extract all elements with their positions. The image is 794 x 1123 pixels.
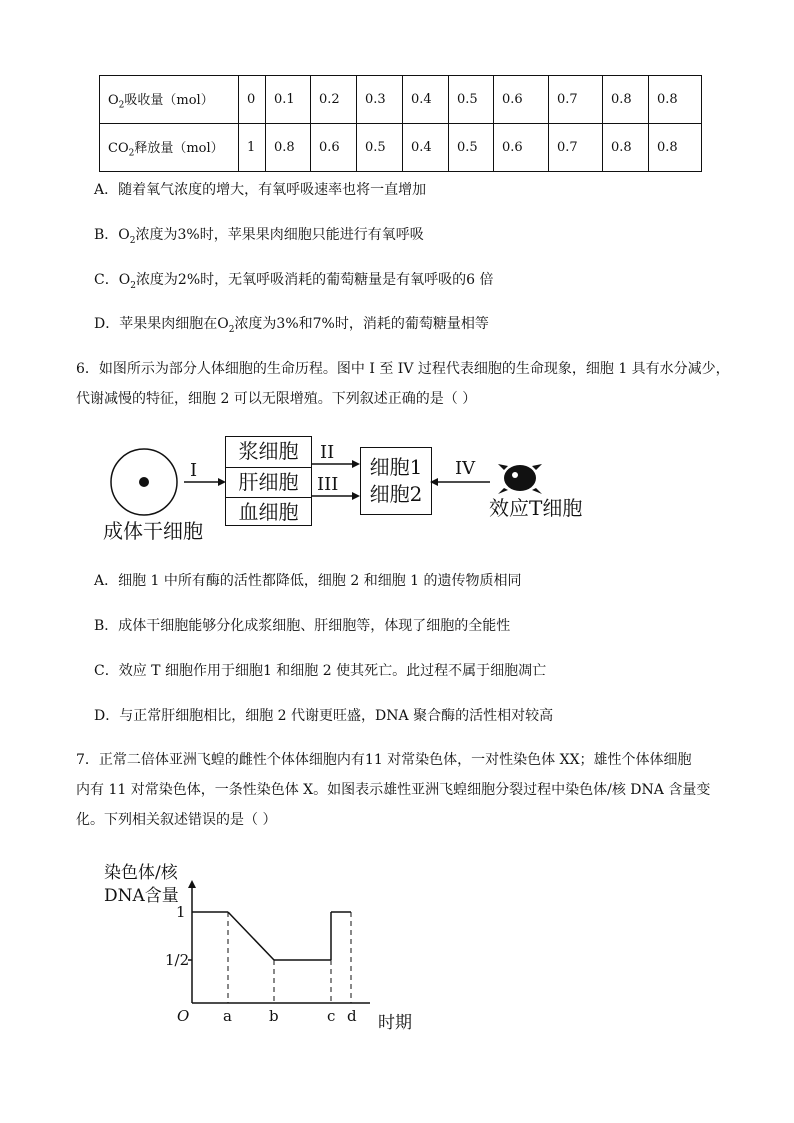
table-cell: 0.5: [449, 124, 494, 172]
t-cell-icon: [498, 464, 542, 494]
x-tick-c: c: [327, 1007, 336, 1025]
table-cell: 0.6: [311, 124, 357, 172]
t-cell-label: 效应T细胞: [489, 496, 583, 520]
y-tick-half: 1/2: [165, 951, 190, 969]
cell-1-label: 细胞1: [369, 455, 423, 479]
table-cell: 0.4: [403, 124, 449, 172]
table-cell: 0.8: [603, 124, 649, 172]
table-cell: 0.5: [357, 124, 403, 172]
table-row: [100, 124, 702, 172]
table-cell: 0.1: [266, 76, 311, 124]
graph-plot: [170, 880, 420, 1020]
table-cell: 0.6: [494, 124, 549, 172]
table-cell: 0.5: [449, 76, 494, 124]
table-cell: 0.8: [603, 76, 649, 124]
table-cell: 0: [239, 76, 266, 124]
q6-stem-line1: 6．如图所示为部分人体细胞的生命历程。图中 I 至 IV 过程代表细胞的生命现象，细胞 1 具有水分减少，: [76, 361, 730, 377]
q6-option-c: C．效应 T 细胞作用于细胞1 和细胞 2 使其死亡。此过程不属于细胞凋亡: [94, 663, 547, 679]
y-tick-1: 1: [176, 903, 186, 921]
y-axis-label-line1: 染色体/核: [104, 863, 178, 883]
arrow-head-icon: [352, 460, 360, 468]
table-row: [100, 76, 702, 124]
y-axis-label-line2: DNA含量: [104, 886, 179, 906]
arrow-iv-label: IV: [455, 458, 476, 479]
target-cells-box: [360, 447, 432, 515]
x-tick-d: d: [347, 1007, 357, 1025]
y-axis-arrow-icon: [188, 880, 196, 888]
row-label-o2: $O_2$吸收量（mol）: [100, 76, 239, 124]
cell-2-label: 细胞2: [369, 482, 423, 506]
liver-cell-label: 肝细胞: [226, 468, 311, 498]
table-cell: 0.7: [549, 124, 603, 172]
x-tick-b: b: [269, 1007, 279, 1025]
table-cell: 0.6: [494, 76, 549, 124]
table-cell: 0.7: [549, 76, 603, 124]
arrow-head-icon: [352, 492, 360, 500]
q5-option-d: D．苹果果肉细胞在$O_2$浓度为3%和7%时，消耗的葡萄糖量相等: [94, 316, 489, 335]
table-cell: 1: [239, 124, 266, 172]
x-tick-a: a: [223, 1007, 232, 1025]
x-axis-label: 时期: [378, 1013, 412, 1033]
table-cell: 0.3: [357, 76, 403, 124]
q6-stem-line2: 代谢减慢的特征，细胞 2 可以无限增殖。下列叙述正确的是（ ）: [76, 391, 477, 407]
origin-label: O: [177, 1007, 190, 1025]
table-cell: 0.8: [649, 124, 702, 172]
arrow-i-label: I: [190, 460, 198, 481]
table-cell: 0.8: [266, 124, 311, 172]
q7-stem-line2: 内有 11 对常染色体，一条性染色体 X。如图表示雄性亚洲飞蝗细胞分裂过程中染色体/核 DNA 含量变: [76, 782, 711, 798]
curve-segment: [228, 912, 274, 960]
differentiated-cells-box: [225, 436, 312, 526]
arrow-ii-label: II: [320, 442, 335, 463]
q6-option-d: D．与正常肝细胞相比，细胞 2 代谢更旺盛，DNA 聚合酶的活性相对较高: [94, 708, 554, 724]
table-cell: 0.4: [403, 76, 449, 124]
blood-cell-label: 血细胞: [238, 500, 299, 524]
respiration-table: [99, 75, 702, 172]
table-cell: 0.8: [649, 76, 702, 124]
table-cell: 0.2: [311, 76, 357, 124]
nucleus-icon: [139, 477, 149, 487]
q7-stem-line1: 7．正常二倍体亚洲飞蝗的雌性个体体细胞内有11 对常染色体，一对性染色体 XX；雄性个体体细胞: [76, 752, 692, 768]
q6-option-a: A．细胞 1 中所有酶的活性都降低，细胞 2 和细胞 1 的遗传物质相同: [94, 573, 522, 589]
plasma-cell-label: 浆细胞: [226, 437, 311, 468]
q5-option-a: A．随着氧气浓度的增大，有氧呼吸速率也将一直增加: [94, 182, 427, 198]
stem-cell-label: 成体干细胞: [103, 519, 203, 543]
q5-option-b: B．$O_2$浓度为3%时，苹果果肉细胞只能进行有氧呼吸: [94, 227, 424, 246]
arrow-iii-label: III: [317, 474, 339, 495]
q6-option-b: B．成体干细胞能够分化成浆细胞、肝细胞等，体现了细胞的全能性: [94, 618, 511, 634]
row-label-co2: $CO_2$释放量（mol）: [100, 124, 239, 172]
q7-stem-line3: 化。下列相关叙述错误的是（ ）: [76, 812, 277, 828]
q5-option-c: C．$O_2$浓度为2%时，无氧呼吸消耗的葡萄糖量是有氧呼吸的6 倍: [94, 272, 494, 291]
